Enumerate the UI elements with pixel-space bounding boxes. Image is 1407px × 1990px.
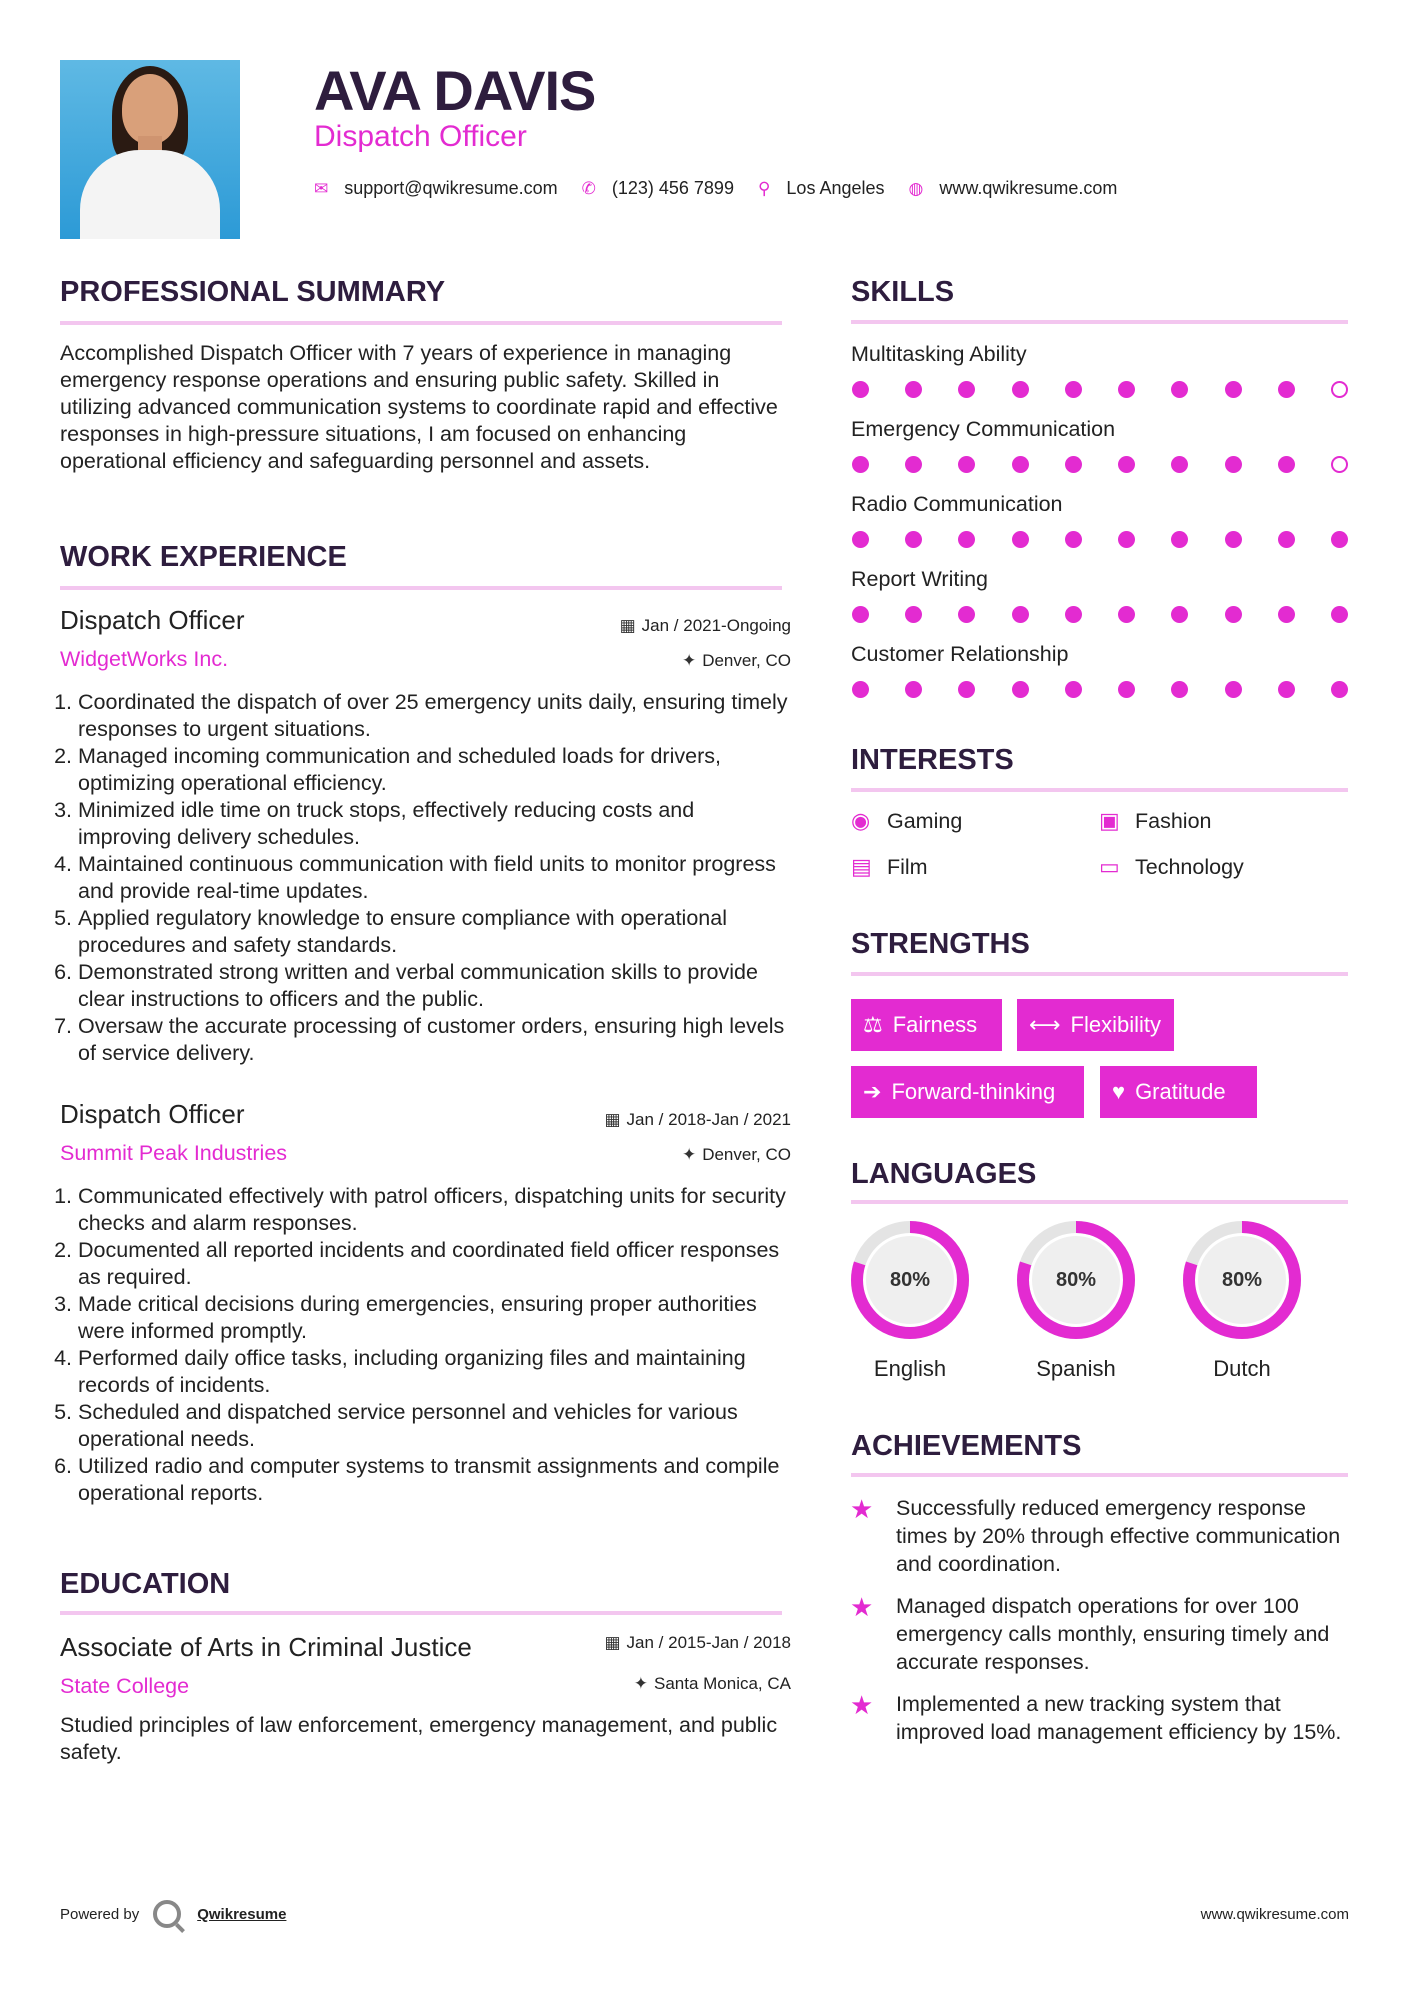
rating-dot-filled — [1225, 381, 1242, 398]
rating-dot-filled — [852, 456, 869, 473]
rating-dot-filled — [1171, 681, 1188, 698]
rating-dot-empty — [1331, 381, 1348, 398]
strength-tag: ♥ Gratitude — [1100, 1066, 1257, 1118]
candidate-name: AVA DAVIS — [314, 59, 596, 122]
pushpin-icon: ✦ — [681, 651, 697, 670]
rating-dot-filled — [905, 531, 922, 548]
list-item: 4. Maintained continuous communication with field units to monitor progress and provide real-time updates. — [78, 851, 790, 905]
rating-dot-filled — [852, 681, 869, 698]
education-date: ▦ Jan / 2015-Jan / 2018 — [604, 1633, 791, 1652]
languages-rule — [851, 1200, 1348, 1204]
job-location: ✦ Denver, CO — [681, 651, 791, 670]
skill-rating — [852, 681, 1348, 698]
list-item: 1. Communicated effectively with patrol officers, dispatching units for security checks and alarm responses. — [78, 1183, 790, 1237]
arrows-horizontal-icon: ⟷ — [1029, 1012, 1061, 1037]
heart-icon: ♥ — [1112, 1079, 1126, 1104]
rating-dot-filled — [1065, 531, 1082, 548]
map-pin-icon: ⚲ — [757, 178, 771, 198]
skill-label: Emergency Communication — [851, 417, 1116, 441]
summary-heading: PROFESSIONAL SUMMARY — [60, 276, 446, 308]
brand-link[interactable]: Qwikresume — [197, 1905, 287, 1923]
skill-rating — [852, 606, 1348, 623]
rating-dot-filled — [1171, 606, 1188, 623]
star-icon: ★ — [850, 1690, 874, 1720]
achievement-item: ★ Implemented a new tracking system that improved load management efficiency by 15%. — [850, 1690, 1342, 1744]
rating-dot-filled — [1171, 456, 1188, 473]
school-name: State College — [60, 1674, 190, 1698]
rating-dot-filled — [1171, 381, 1188, 398]
shopping-bag-icon: ▣ — [1099, 808, 1120, 833]
skill-rating — [852, 381, 1348, 398]
list-item: 7. Oversaw the accurate processing of customer orders, ensuring high levels of service delivery. — [78, 1013, 790, 1067]
skill-label: Radio Communication — [851, 492, 1063, 516]
rating-dot-filled — [905, 606, 922, 623]
rating-dot-filled — [958, 681, 975, 698]
education-heading: EDUCATION — [60, 1568, 231, 1600]
strength-tag: ➔ Forward-thinking — [851, 1066, 1084, 1118]
education-text: Studied principles of law enforcement, emergency management, and public safety. — [60, 1713, 778, 1764]
rating-dot-filled — [852, 606, 869, 623]
job-title: Dispatch Officer — [60, 605, 245, 635]
rating-dot-filled — [1118, 681, 1135, 698]
globe-icon: ◍ — [908, 178, 924, 198]
rating-dot-filled — [1225, 681, 1242, 698]
rating-dot-filled — [1012, 606, 1029, 623]
pushpin-icon: ✦ — [681, 1145, 697, 1164]
contact-bar — [314, 178, 1141, 199]
rating-dot-filled — [1278, 531, 1295, 548]
language-percent: 80% — [1055, 1268, 1097, 1291]
skill-label: Multitasking Ability — [851, 342, 1027, 366]
rating-dot-filled — [1331, 681, 1348, 698]
rating-dot-filled — [1278, 456, 1295, 473]
skill-rating — [852, 456, 1348, 473]
language-name: Spanish — [1036, 1356, 1116, 1381]
summary-rule — [60, 321, 782, 325]
star-icon: ★ — [850, 1494, 874, 1524]
job-bullets — [60, 1183, 790, 1507]
skill-rating — [852, 531, 1348, 548]
pushpin-icon: ✦ — [633, 1674, 648, 1693]
list-item: 5. Scheduled and dispatched service personnel and vehicles for various operational needs. — [78, 1399, 790, 1453]
rating-dot-filled — [1225, 456, 1242, 473]
education-rule — [60, 1611, 782, 1615]
achievement-item: ★ Successfully reduced emergency response times by 20% through effective communication and coordination. — [850, 1494, 1341, 1576]
rating-dot-filled — [1012, 681, 1029, 698]
contact-location: Los Angeles — [786, 178, 885, 198]
language-name: English — [873, 1356, 947, 1381]
calendar-icon: ▦ — [619, 616, 636, 635]
footer-powered-by — [60, 1900, 286, 1928]
list-item: 2. Documented all reported incidents and coordinated field officer responses as required. — [78, 1237, 790, 1291]
education-location: ✦ Santa Monica, CA — [633, 1674, 791, 1693]
job-title: Dispatch Officer — [60, 1099, 245, 1129]
gamepad-icon: ◉ — [851, 808, 871, 833]
interest-item: ▤ Film — [851, 854, 928, 879]
contact-email[interactable]: support@qwikresume.com — [344, 178, 558, 198]
rating-dot-filled — [958, 456, 975, 473]
summary-text: Accomplished Dispatch Officer with 7 years of experience in managing emergency response operations and ensuring public safety. Skilled in utilizing advanced communication systems to coordinate rapid and effective responses in high-pressure situations, I am focused on enhancing operational efficiency and safeguarding personnel and assets. — [60, 341, 778, 473]
job-date: ▦ Jan / 2021-Ongoing — [619, 616, 791, 635]
phone-icon: ✆ — [581, 178, 596, 198]
profile-photo — [60, 60, 240, 239]
rating-dot-filled — [958, 531, 975, 548]
contact-website[interactable]: www.qwikresume.com — [939, 178, 1118, 198]
rating-dot-filled — [1118, 381, 1135, 398]
laptop-icon: ▭ — [1099, 854, 1120, 879]
rating-dot-filled — [1065, 456, 1082, 473]
language-name: Dutch — [1213, 1356, 1271, 1381]
list-item: 3. Made critical decisions during emergencies, ensuring proper authorities were informed promptly. — [78, 1291, 790, 1345]
rating-dot-filled — [1171, 531, 1188, 548]
rating-dot-filled — [1118, 456, 1135, 473]
rating-dot-empty — [1331, 456, 1348, 473]
rating-dot-filled — [1065, 681, 1082, 698]
language-item — [1014, 1218, 1138, 1382]
rating-dot-filled — [1118, 531, 1135, 548]
interest-item: ▭ Technology — [1099, 854, 1244, 879]
achievement-item: ★ Managed dispatch operations for over 100 emergency calls monthly, ensuring timely and accurate responses. — [850, 1592, 1330, 1674]
rating-dot-filled — [852, 531, 869, 548]
candidate-role: Dispatch Officer — [314, 120, 527, 153]
strengths-rule — [851, 972, 1348, 976]
list-item: 6. Utilized radio and computer systems to transmit assignments and compile operational reports. — [78, 1453, 790, 1507]
rating-dot-filled — [1331, 531, 1348, 548]
list-item: 6. Demonstrated strong written and verbal communication skills to provide clear instructions to officers and the public. — [78, 959, 790, 1013]
calendar-icon: ▦ — [604, 1110, 621, 1129]
rating-dot-filled — [1225, 606, 1242, 623]
balance-scale-icon: ⚖ — [863, 1012, 883, 1037]
strengths-heading: STRENGTHS — [851, 928, 1030, 960]
film-icon: ▤ — [851, 854, 872, 879]
contact-phone[interactable]: (123) 456 7899 — [611, 178, 734, 198]
rating-dot-filled — [1065, 606, 1082, 623]
job-date: ▦ Jan / 2018-Jan / 2021 — [604, 1110, 791, 1129]
rating-dot-filled — [1331, 606, 1348, 623]
rating-dot-filled — [1278, 681, 1295, 698]
interests-heading: INTERESTS — [851, 744, 1014, 776]
rating-dot-filled — [958, 381, 975, 398]
skills-heading: SKILLS — [851, 276, 955, 308]
job-company: Summit Peak Industries — [60, 1141, 288, 1165]
job-location: ✦ Denver, CO — [681, 1145, 791, 1164]
skills-rule — [851, 320, 1348, 324]
rating-dot-filled — [958, 606, 975, 623]
rating-dot-filled — [1012, 456, 1029, 473]
rating-dot-filled — [905, 456, 922, 473]
list-item: 1. Coordinated the dispatch of over 25 emergency units daily, ensuring timely responses to urgent situations. — [78, 689, 790, 743]
list-item: 3. Minimized idle time on truck stops, effectively reducing costs and improving delivery schedules. — [78, 797, 790, 851]
interests-rule — [851, 788, 1348, 792]
rating-dot-filled — [1065, 381, 1082, 398]
achievements-heading: ACHIEVEMENTS — [851, 1430, 1082, 1462]
language-item — [1180, 1218, 1304, 1382]
job-company: WidgetWorks Inc. — [60, 647, 229, 671]
calendar-icon: ▦ — [604, 1633, 621, 1652]
experience-heading: WORK EXPERIENCE — [60, 541, 347, 573]
arrow-right-icon: ➔ — [863, 1079, 882, 1104]
rating-dot-filled — [1012, 381, 1029, 398]
language-percent: 80% — [1221, 1268, 1263, 1291]
job-bullets — [60, 689, 790, 1067]
language-percent: 80% — [889, 1268, 931, 1291]
rating-dot-filled — [1278, 381, 1295, 398]
star-icon: ★ — [850, 1592, 874, 1622]
rating-dot-filled — [905, 381, 922, 398]
interest-item: ▣ Fashion — [1099, 808, 1212, 833]
strength-tag: ⟷ Flexibility — [1017, 999, 1174, 1051]
list-item: 2. Managed incoming communication and scheduled loads for drivers, optimizing operational efficiency. — [78, 743, 790, 797]
rating-dot-filled — [1225, 531, 1242, 548]
skill-label: Customer Relationship — [851, 642, 1069, 666]
experience-rule — [60, 586, 782, 590]
qwikresume-logo-icon — [153, 1900, 181, 1928]
rating-dot-filled — [905, 681, 922, 698]
languages-heading: LANGUAGES — [851, 1158, 1037, 1190]
strength-tag: ⚖ Fairness — [851, 999, 1002, 1051]
language-item — [848, 1218, 972, 1382]
rating-dot-filled — [1278, 606, 1295, 623]
achievements-rule — [851, 1473, 1348, 1477]
footer-url[interactable]: www.qwikresume.com — [1200, 1906, 1349, 1923]
list-item: 5. Applied regulatory knowledge to ensure compliance with operational procedures and safety standards. — [78, 905, 790, 959]
rating-dot-filled — [852, 381, 869, 398]
rating-dot-filled — [1012, 531, 1029, 548]
list-item: 4. Performed daily office tasks, including organizing files and maintaining records of incidents. — [78, 1345, 790, 1399]
rating-dot-filled — [1118, 606, 1135, 623]
degree-title: Associate of Arts in Criminal Justice — [60, 1632, 472, 1662]
interest-item: ◉ Gaming — [851, 808, 963, 833]
skill-label: Report Writing — [851, 567, 989, 591]
powered-by-label: Powered by — [60, 1905, 140, 1923]
envelope-icon: ✉ — [314, 178, 329, 198]
